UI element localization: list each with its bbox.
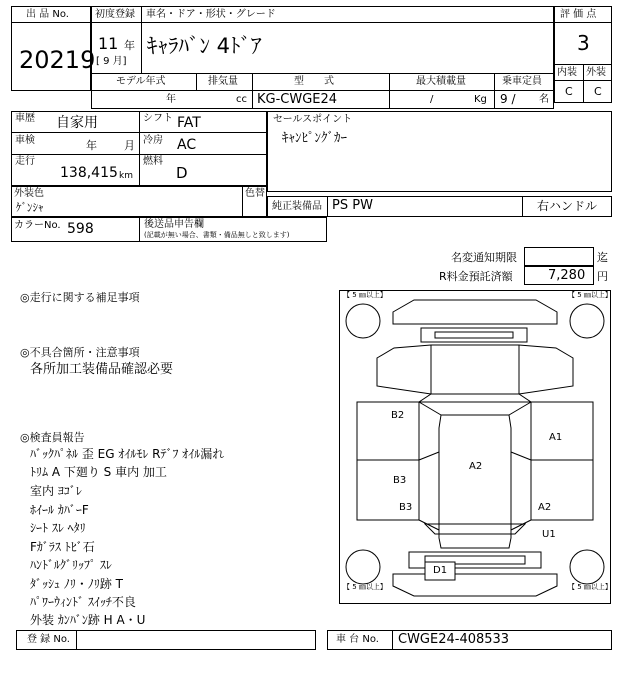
fuel-label: 燃料 — [143, 156, 163, 167]
damage-mark-a2-right: A2 — [538, 502, 552, 513]
right-front-door — [531, 402, 593, 460]
recycle-value: 7,280 — [548, 268, 586, 283]
type-value: KG-CWGE24 — [257, 92, 338, 107]
car-damage-diagram — [339, 290, 611, 604]
lot-no-value: 20219 — [19, 46, 96, 74]
equipment-value: PS PW — [332, 198, 373, 213]
first-reg-year-unit: 年 — [124, 39, 135, 52]
inspection-label: 車検 — [15, 135, 35, 146]
damage-mark-b3-upper: B3 — [393, 475, 407, 486]
mileage-label: 走行 — [15, 156, 35, 167]
capacity-unit: 名 — [539, 94, 549, 105]
lot-no-label: 出 品 No. — [26, 9, 69, 20]
notice-box[interactable] — [524, 247, 594, 266]
damage-mark-a1: A1 — [549, 432, 563, 443]
interior-grade-value: C — [565, 85, 573, 98]
hood — [377, 345, 573, 394]
damage-mark-b2: B2 — [391, 410, 405, 421]
inspector-line-2: ﾄﾘﾑ A 下廻り S 車内 加工 — [30, 465, 167, 479]
aircon-label: 冷房 — [143, 135, 163, 146]
defect-line-1: 各所加工装備品確認必要 — [30, 362, 174, 377]
recycle-unit: 円 — [597, 270, 608, 283]
tire-label-rear-left: 【 5 ㎜以上】 — [343, 583, 387, 591]
damage-mark-a2-roof: A2 — [469, 461, 483, 472]
windshield — [419, 394, 531, 402]
driving-remarks-title: ◎走行に関する補足事項 — [20, 291, 140, 304]
fuel-value: D — [176, 164, 188, 182]
damage-mark-b3-lower: B3 — [399, 502, 413, 513]
after-doc-note: (記載が無い場合、書類・備品無しと致します) — [144, 231, 290, 239]
inspection-month: 月 — [124, 139, 135, 152]
inspector-line-10: 外装 ｶﾝﾊﾞﾝ跡 H A・U — [30, 613, 146, 627]
front-bumper — [393, 300, 557, 324]
exterior-grade-value: C — [594, 85, 602, 98]
grade-label: 評 価 点 — [560, 9, 597, 20]
inspector-line-8: ﾀﾞｯｼｭ ﾉﾘ・ﾉﾘ跡 T — [30, 577, 123, 591]
inspector-remarks-title: ◎検査員報告 — [20, 431, 85, 444]
aircon-value: AC — [177, 137, 197, 153]
usage-value: 自家用 — [56, 115, 98, 131]
inspector-line-7: ﾊﾝﾄﾞﾙｸﾞﾘｯﾌﾟ ｽﾚ — [30, 558, 112, 572]
color-no-value: 598 — [67, 221, 94, 237]
interior-grade-label: 内装 — [557, 67, 577, 78]
handle-value: 右ハンドル — [537, 199, 598, 213]
front-grille — [421, 328, 527, 342]
rear-window — [425, 524, 525, 534]
first-reg-label: 初度登録 — [95, 9, 135, 20]
color-no-label: カラーNo. — [14, 220, 61, 231]
mileage-value: 138,415 — [60, 165, 118, 181]
max-load-sep: / — [430, 94, 434, 105]
notice-unit: 迄 — [597, 251, 608, 264]
roof — [439, 415, 511, 548]
tire-label-rear-right: 【 5 ㎜以上】 — [568, 583, 612, 591]
tire-front-left — [346, 304, 380, 338]
tire-rear-right — [570, 550, 604, 584]
tire-rear-left — [346, 550, 380, 584]
after-doc-label: 後送品申告欄 — [144, 219, 204, 230]
tire-label-front-right: 【 5 ㎜以上】 — [568, 291, 612, 299]
max-load-label: 最大積載量 — [416, 76, 466, 87]
color-change-label: 色替 — [245, 188, 265, 199]
chassis-value: CWGE24-408533 — [398, 632, 510, 647]
color-value: ｹﾞﾝｼｬ — [16, 201, 44, 214]
type-label: 型 式 — [294, 76, 334, 87]
first-reg-year: 11 — [98, 34, 119, 53]
equipment-label: 純正装備品 — [272, 201, 322, 212]
chassis-label: 車 台 No. — [336, 634, 379, 645]
notice-label: 名変通知期限 — [451, 251, 517, 264]
inspector-line-3: 室内 ﾖｺﾞﾚ — [30, 484, 82, 498]
rear-bumper — [393, 574, 557, 596]
usage-label: 車歴 — [15, 113, 35, 124]
inspector-line-1: ﾊﾞｯｸﾊﾟﾈﾙ 歪 EG ｵｲﾙﾓﾚ Rﾃﾞﾌ ｵｲﾙ漏れ — [30, 447, 225, 461]
inspector-line-6: Fｶﾞﾗｽ ﾄﾋﾞ石 — [30, 540, 95, 554]
damage-mark-u1: U1 — [542, 529, 556, 540]
shift-value: FAT — [177, 115, 201, 131]
tire-front-right — [570, 304, 604, 338]
car-name-value: ｷｬﾗﾊﾞﾝ 4ﾄﾞｱ — [147, 34, 262, 58]
displacement-label: 排気量 — [208, 76, 238, 87]
tire-label-front-left: 【 5 ㎜以上】 — [343, 291, 387, 299]
sales-point-value: ｷｬﾝﾋﾟﾝｸﾞｶｰ — [282, 131, 347, 146]
left-front-door — [357, 402, 419, 460]
mileage-unit: km — [119, 171, 133, 181]
shift-label: シフト — [143, 113, 173, 124]
recycle-label: R料金預託済額 — [439, 270, 513, 283]
sales-point-label: セールスポイント — [273, 114, 353, 125]
inspector-line-5: ｼｰﾄ ｽﾚ ﾍﾀﾘ — [30, 521, 86, 535]
first-reg-month: [ 9 月] — [96, 56, 127, 67]
defect-remarks-title: ◎不具合箇所・注意事項 — [20, 346, 140, 359]
exterior-grade-label: 外装 — [586, 67, 606, 78]
displacement-unit: cc — [236, 94, 247, 105]
reg-no-label: 登 録 No. — [27, 634, 70, 645]
damage-mark-d1: D1 — [433, 565, 448, 576]
front-grille-inner — [435, 332, 513, 338]
color-label: 外装色 — [14, 188, 44, 199]
capacity-label: 乗車定員 — [502, 76, 542, 87]
inspector-line-9: ﾊﾟﾜｰｳｨﾝﾄﾞ ｽｲｯﾁ不良 — [30, 595, 136, 609]
model-year-label: モデル年式 — [116, 76, 166, 87]
max-load-unit: Kg — [474, 94, 487, 105]
model-year-unit: 年 — [166, 94, 176, 105]
inspector-line-4: ﾎｲｰﾙ ｶﾊﾞｰF — [30, 503, 89, 517]
grade-value: 3 — [577, 31, 590, 55]
hood-lines — [431, 345, 519, 394]
inspection-year: 年 — [86, 139, 97, 152]
color-box — [11, 186, 267, 217]
capacity-value: 9 / — [500, 92, 516, 106]
car-name-label: 車名・ドア・形状・グレード — [146, 9, 276, 20]
